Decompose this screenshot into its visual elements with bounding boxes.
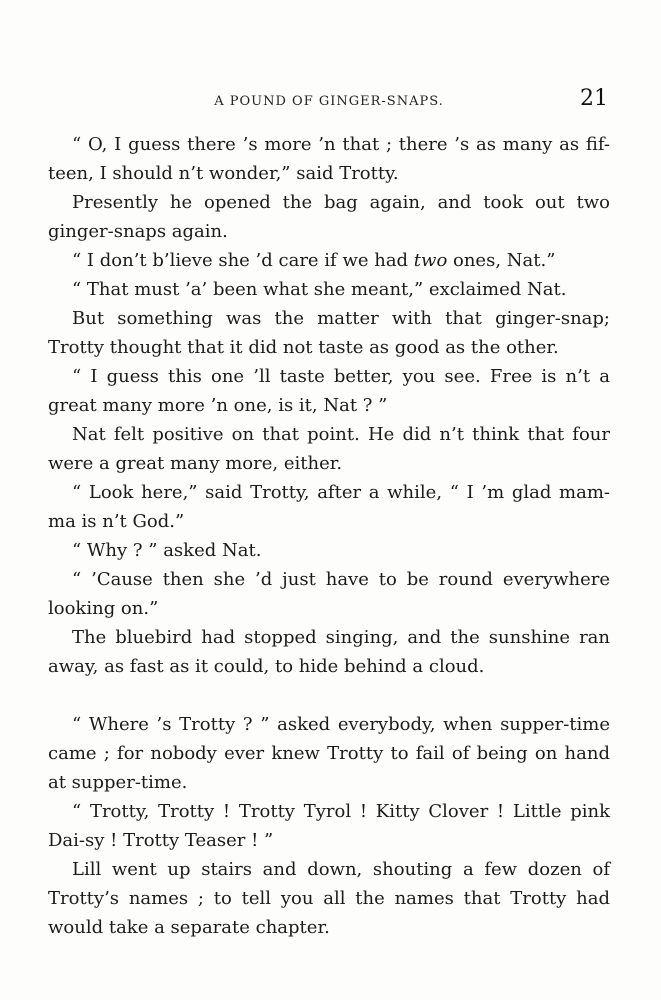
page-number: 21 bbox=[580, 86, 608, 111]
page-header bbox=[48, 84, 610, 118]
paragraph: “ O, I guess there ’s more ’n that ; there ’s as many as fif-teen, I should n’t wonder,” said Trotty. bbox=[48, 134, 610, 184]
paragraph: “ Look here,” said Trotty, after a while, “ I ’m glad mam-ma is n’t God.” bbox=[48, 482, 610, 532]
body-text bbox=[48, 130, 610, 942]
paragraph: “ Trotty, Trotty ! Trotty Tyrol ! Kitty Clover ! Little pink Dai-sy ! Trotty Teaser ! ” bbox=[48, 801, 610, 851]
book-page bbox=[48, 84, 610, 942]
paragraph-text: ones, Nat.” bbox=[447, 250, 556, 271]
running-head: A POUND OF GINGER-SNAPS. bbox=[214, 94, 444, 109]
paragraph: The bluebird had stopped singing, and the sunshine ran away, as fast as it could, to hide behind a cloud. bbox=[48, 627, 610, 677]
paragraph: “ I guess this one ’ll taste better, you see. Free is n’t a great many more ’n one, is it, Nat ? ” bbox=[48, 366, 610, 416]
paragraph: Nat felt positive on that point. He did n’t think that four were a great many more, either. bbox=[48, 424, 610, 474]
emphasized-word: two bbox=[413, 250, 448, 271]
paragraph: “ ’Cause then she ’d just have to be round everywhere looking on.” bbox=[48, 569, 610, 619]
paragraph bbox=[48, 246, 610, 275]
paragraph-text: “ I don’t b’lieve she ’d care if we had bbox=[72, 250, 414, 271]
paragraph: “ Why ? ” asked Nat. bbox=[72, 540, 262, 561]
paragraph: Lill went up stairs and down, shouting a few dozen of Trotty’s names ; to tell you all the names that Trotty had would take a separate chapter. bbox=[48, 859, 610, 938]
paragraph: But something was the matter with that ginger-snap; Trotty thought that it did not taste as good as the other. bbox=[48, 308, 610, 358]
paragraph: “ Where ’s Trotty ? ” asked everybody, when supper-time came ; for nobody ever knew Trotty to fail of being on hand at supper-time. bbox=[48, 714, 610, 793]
paragraph: “ That must ’a’ been what she meant,” exclaimed Nat. bbox=[72, 279, 567, 300]
paragraph: Presently he opened the bag again, and took out two ginger-snaps again. bbox=[48, 192, 610, 242]
